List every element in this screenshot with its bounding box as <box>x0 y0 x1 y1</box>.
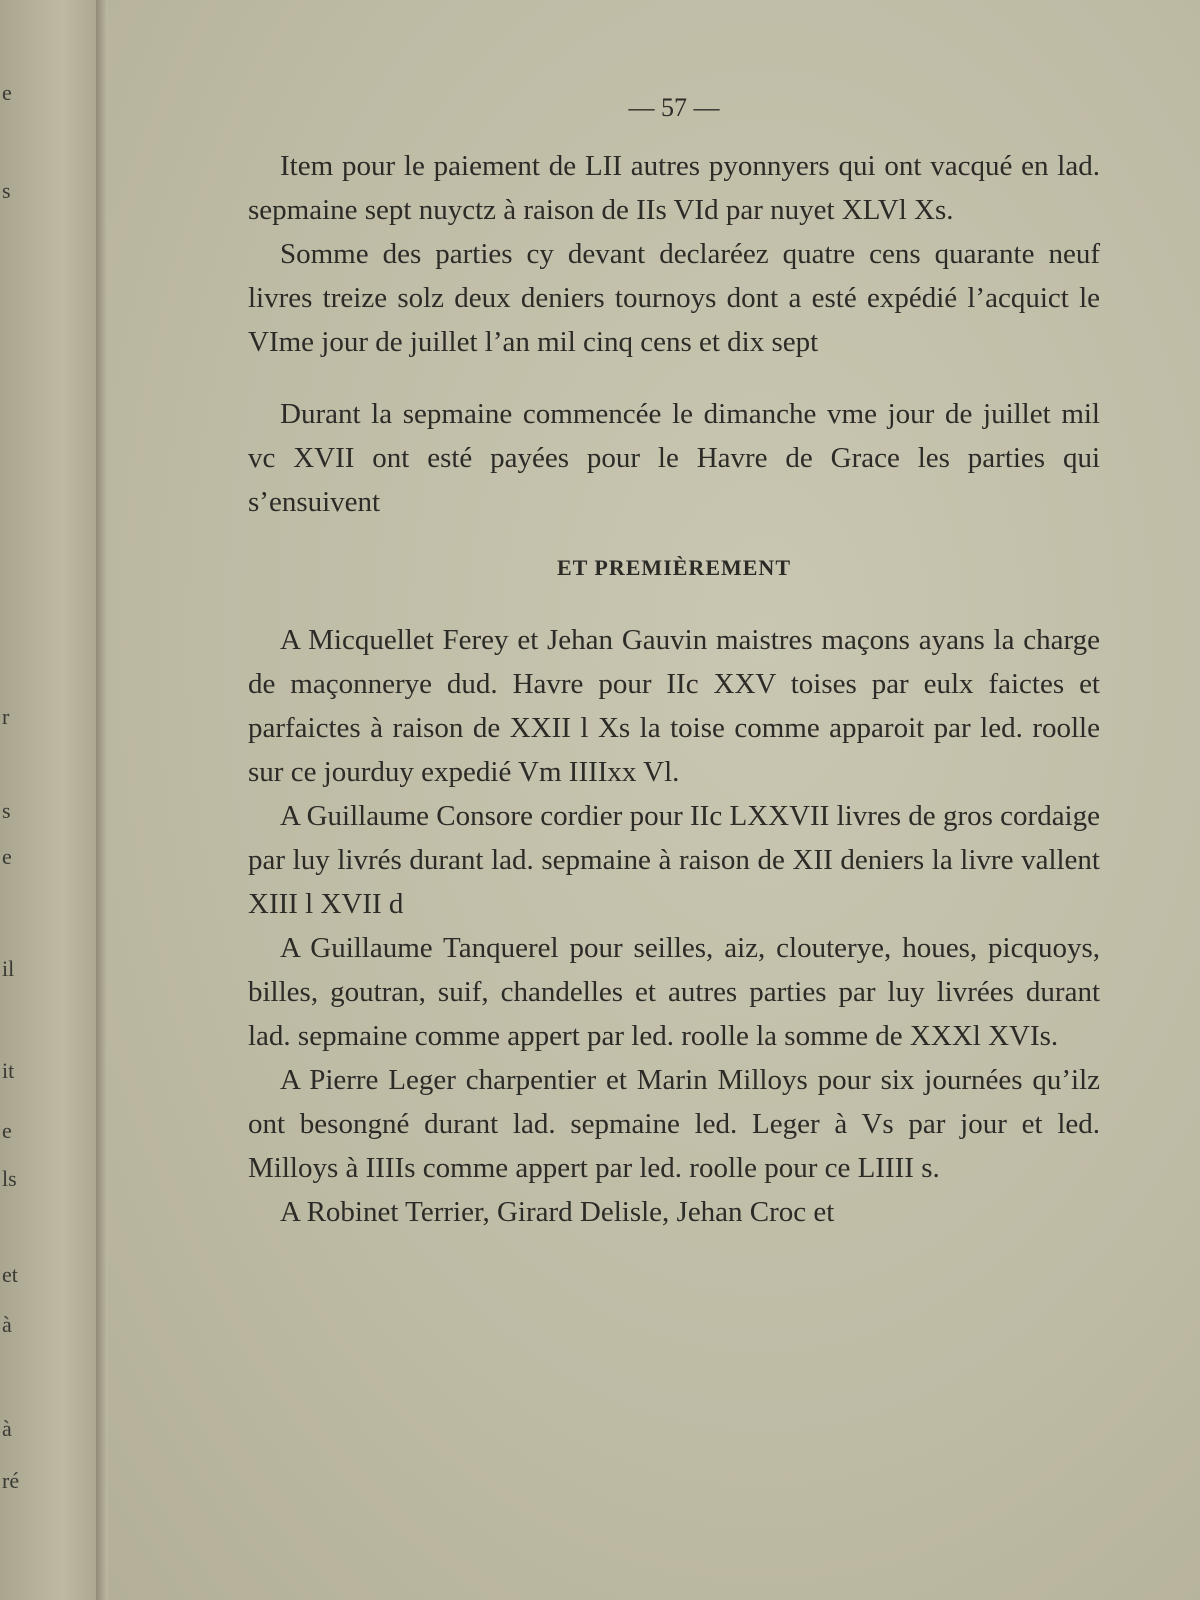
paragraph-group-intro <box>248 392 1100 524</box>
page-text <box>248 86 1100 1234</box>
paragraph: Somme des parties cy devant declaréez quatre cens quarante neuf livres treize solz deux deniers tournoys dont a esté expédié l’acquict le VIme jour de juillet l’an mil cinq cens et dix sept <box>248 238 1100 358</box>
paragraph-spacer <box>248 364 1100 392</box>
left-fragment: r <box>2 704 10 729</box>
paragraph-group-1 <box>248 144 1100 364</box>
left-fragment: s <box>2 798 11 823</box>
section-heading: ET PREMIÈREMENT <box>556 555 791 580</box>
left-fragment: e <box>2 844 12 869</box>
paragraph: Durant la sepmaine commencée le dimanche vme jour de juillet mil vc XVII ont esté payées pour le Havre de Grace les parties qui s’ensuivent <box>248 398 1100 518</box>
left-fragment: ré <box>2 1468 20 1493</box>
paragraph: A Micquellet Ferey et Jehan Gauvin maistres maçons ayans la charge de maçonnerye dud. Havre pour IIc XXV toises par eulx faictes et parfaictes à raison de XXII l Xs la toise comme apparoit par led. roolle sur ce jourduy expedié Vm IIIIxx Vl. <box>248 624 1100 788</box>
left-fragment: it <box>2 1058 15 1083</box>
left-margin-fragments <box>2 0 32 1600</box>
paragraph: A Guillaume Tanquerel pour seilles, aiz, clouterye, houes, picquoys, billes, goutran, suif, chandelles et autres parties par luy livrées durant lad. sepmaine comme appert par led. roolle la somme de XXXl XVIs. <box>248 932 1100 1052</box>
left-fragment: à <box>2 1416 12 1441</box>
paragraph-group-2 <box>248 618 1100 1234</box>
left-page-edge <box>0 0 104 1600</box>
left-fragment: il <box>2 956 15 981</box>
paragraph: A Guillaume Consore cordier pour IIc LXXVII livres de gros cordaige par luy livrés durant lad. sepmaine à raison de XII deniers la livre vallent XIII l XVII d <box>248 800 1100 920</box>
left-fragment: e <box>2 1118 12 1143</box>
page-number: — 57 — <box>628 93 720 122</box>
left-fragment: e <box>2 80 12 105</box>
paragraph: A Robinet Terrier, Girard Delisle, Jehan Croc et <box>280 1196 835 1228</box>
paragraph: A Pierre Leger charpentier et Marin Milloys pour six journées qu’ilz ont besongné durant lad. sepmaine led. Leger à Vs par jour et led. Milloys à IIIIs comme appert par led. roolle pour ce LIIII s. <box>248 1064 1100 1184</box>
paragraph: Item pour le paiement de LII autres pyonnyers qui ont vacqué en lad. sepmaine sept nuyctz à raison de IIs VId par nuyet XLVl Xs. <box>248 150 1100 226</box>
left-fragment: à <box>2 1312 12 1337</box>
left-fragment: et <box>2 1262 18 1287</box>
right-page <box>108 0 1200 1600</box>
left-fragment: s <box>2 178 11 203</box>
left-fragment: ls <box>2 1166 17 1191</box>
